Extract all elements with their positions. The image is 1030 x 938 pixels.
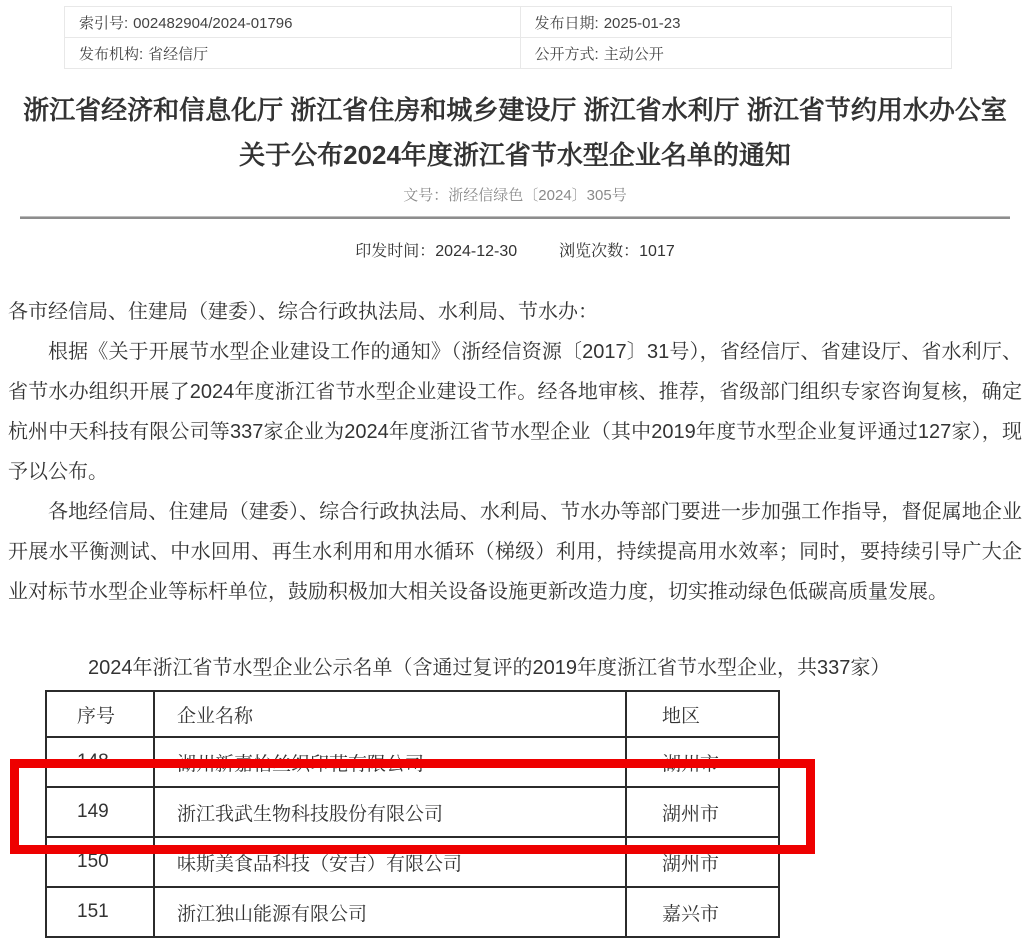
row-company: 浙江独山能源有限公司 <box>154 887 626 937</box>
doc-body <box>8 292 1022 612</box>
publish-date-label: 发布日期: <box>534 14 599 32</box>
row-region: 湖州市 <box>626 787 779 837</box>
row-region: 湖州市 <box>626 737 779 787</box>
print-time-value: 2024-12-30 <box>435 243 518 260</box>
views-value: 1017 <box>639 243 675 260</box>
meta-cell-mode <box>520 38 951 69</box>
table-header-row <box>46 691 779 737</box>
index-value: 002482904/2024-01796 <box>133 14 293 32</box>
views-label: 浏览次数： <box>559 243 640 260</box>
row-no: 149 <box>46 787 154 837</box>
col-header-no: 序号 <box>46 691 154 737</box>
row-no: 151 <box>46 887 154 937</box>
print-time-label: 印发时间： <box>355 243 436 260</box>
table-caption: 2024年浙江省节水型企业公示名单（含通过复评的2019年度浙江省节水型企业，共337家） <box>88 657 891 679</box>
red-highlight-rectangle <box>10 759 815 854</box>
col-header-company: 企业名称 <box>154 691 626 737</box>
title-divider <box>20 216 1010 219</box>
row-region: 湖州市 <box>626 837 779 887</box>
body-paragraph-2: 各地经信局、住建局（建委）、综合行政执法局、水利局、节水办等部门要进一步加强工作指导，督促属地企业开展水平衡测试、中水回用、再生水利用和用水循环（梯级）利用，持续提高用水效率；同时，要持续引导广大企业对标节水型企业等标杆单位，鼓励积极加大相关设备设施更新改造力度，切实推动绿色低碳高质量发展。 <box>8 501 1022 603</box>
salutation: 各市经信局、住建局（建委）、综合行政执法局、水利局、节水办： <box>8 301 598 323</box>
table-row <box>46 887 779 937</box>
meta-cell-date <box>520 7 951 38</box>
row-company: 湖州新嘉怡丝织印花有限公司 <box>154 737 626 787</box>
row-no: 148 <box>46 737 154 787</box>
page-title-line1: 浙江省经济和信息化厅 浙江省住房和城乡建设厅 浙江省水利厅 浙江省节约用水办公室 <box>23 95 1007 125</box>
agency-value: 省经信厅 <box>148 45 209 63</box>
doc-number: 文号：浙经信绿色〔2024〕305号 <box>403 187 627 204</box>
agency-label: 发布机构: <box>79 45 144 63</box>
row-company: 浙江我武生物科技股份有限公司 <box>154 787 626 837</box>
page-title <box>0 88 1030 178</box>
meta-row-1 <box>65 7 952 38</box>
meta-cell-agency <box>65 38 521 69</box>
doc-meta-table <box>64 6 952 69</box>
index-label: 索引号: <box>79 14 129 32</box>
body-paragraph-1: 根据《关于开展节水型企业建设工作的通知》（浙经信资源〔2017〕31号），省经信厅、省建设厅、省水利厅、省节水办组织开展了2024年度浙江省节水型企业建设工作。经各地审核、推荐，省级部门组织专家咨询复核，确定杭州中天科技有限公司等337家企业为2024年度浙江省节水型企业（其中2019年度节水型企业复评通过127家），现予以公布。 <box>8 341 1022 483</box>
publish-date-value: 2025-01-23 <box>603 14 681 32</box>
meta-cell-index <box>65 7 521 38</box>
open-mode-value: 主动公开 <box>603 45 664 63</box>
meta-row-2 <box>65 38 952 69</box>
col-header-region: 地区 <box>626 691 779 737</box>
publish-info-bar <box>0 238 1030 261</box>
row-region: 嘉兴市 <box>626 887 779 937</box>
row-company: 味斯美食品科技（安吉）有限公司 <box>154 837 626 887</box>
open-mode-label: 公开方式: <box>534 45 599 63</box>
page-title-line2: 关于公布2024年度浙江省节水型企业名单的通知 <box>239 140 791 170</box>
row-no: 150 <box>46 837 154 887</box>
